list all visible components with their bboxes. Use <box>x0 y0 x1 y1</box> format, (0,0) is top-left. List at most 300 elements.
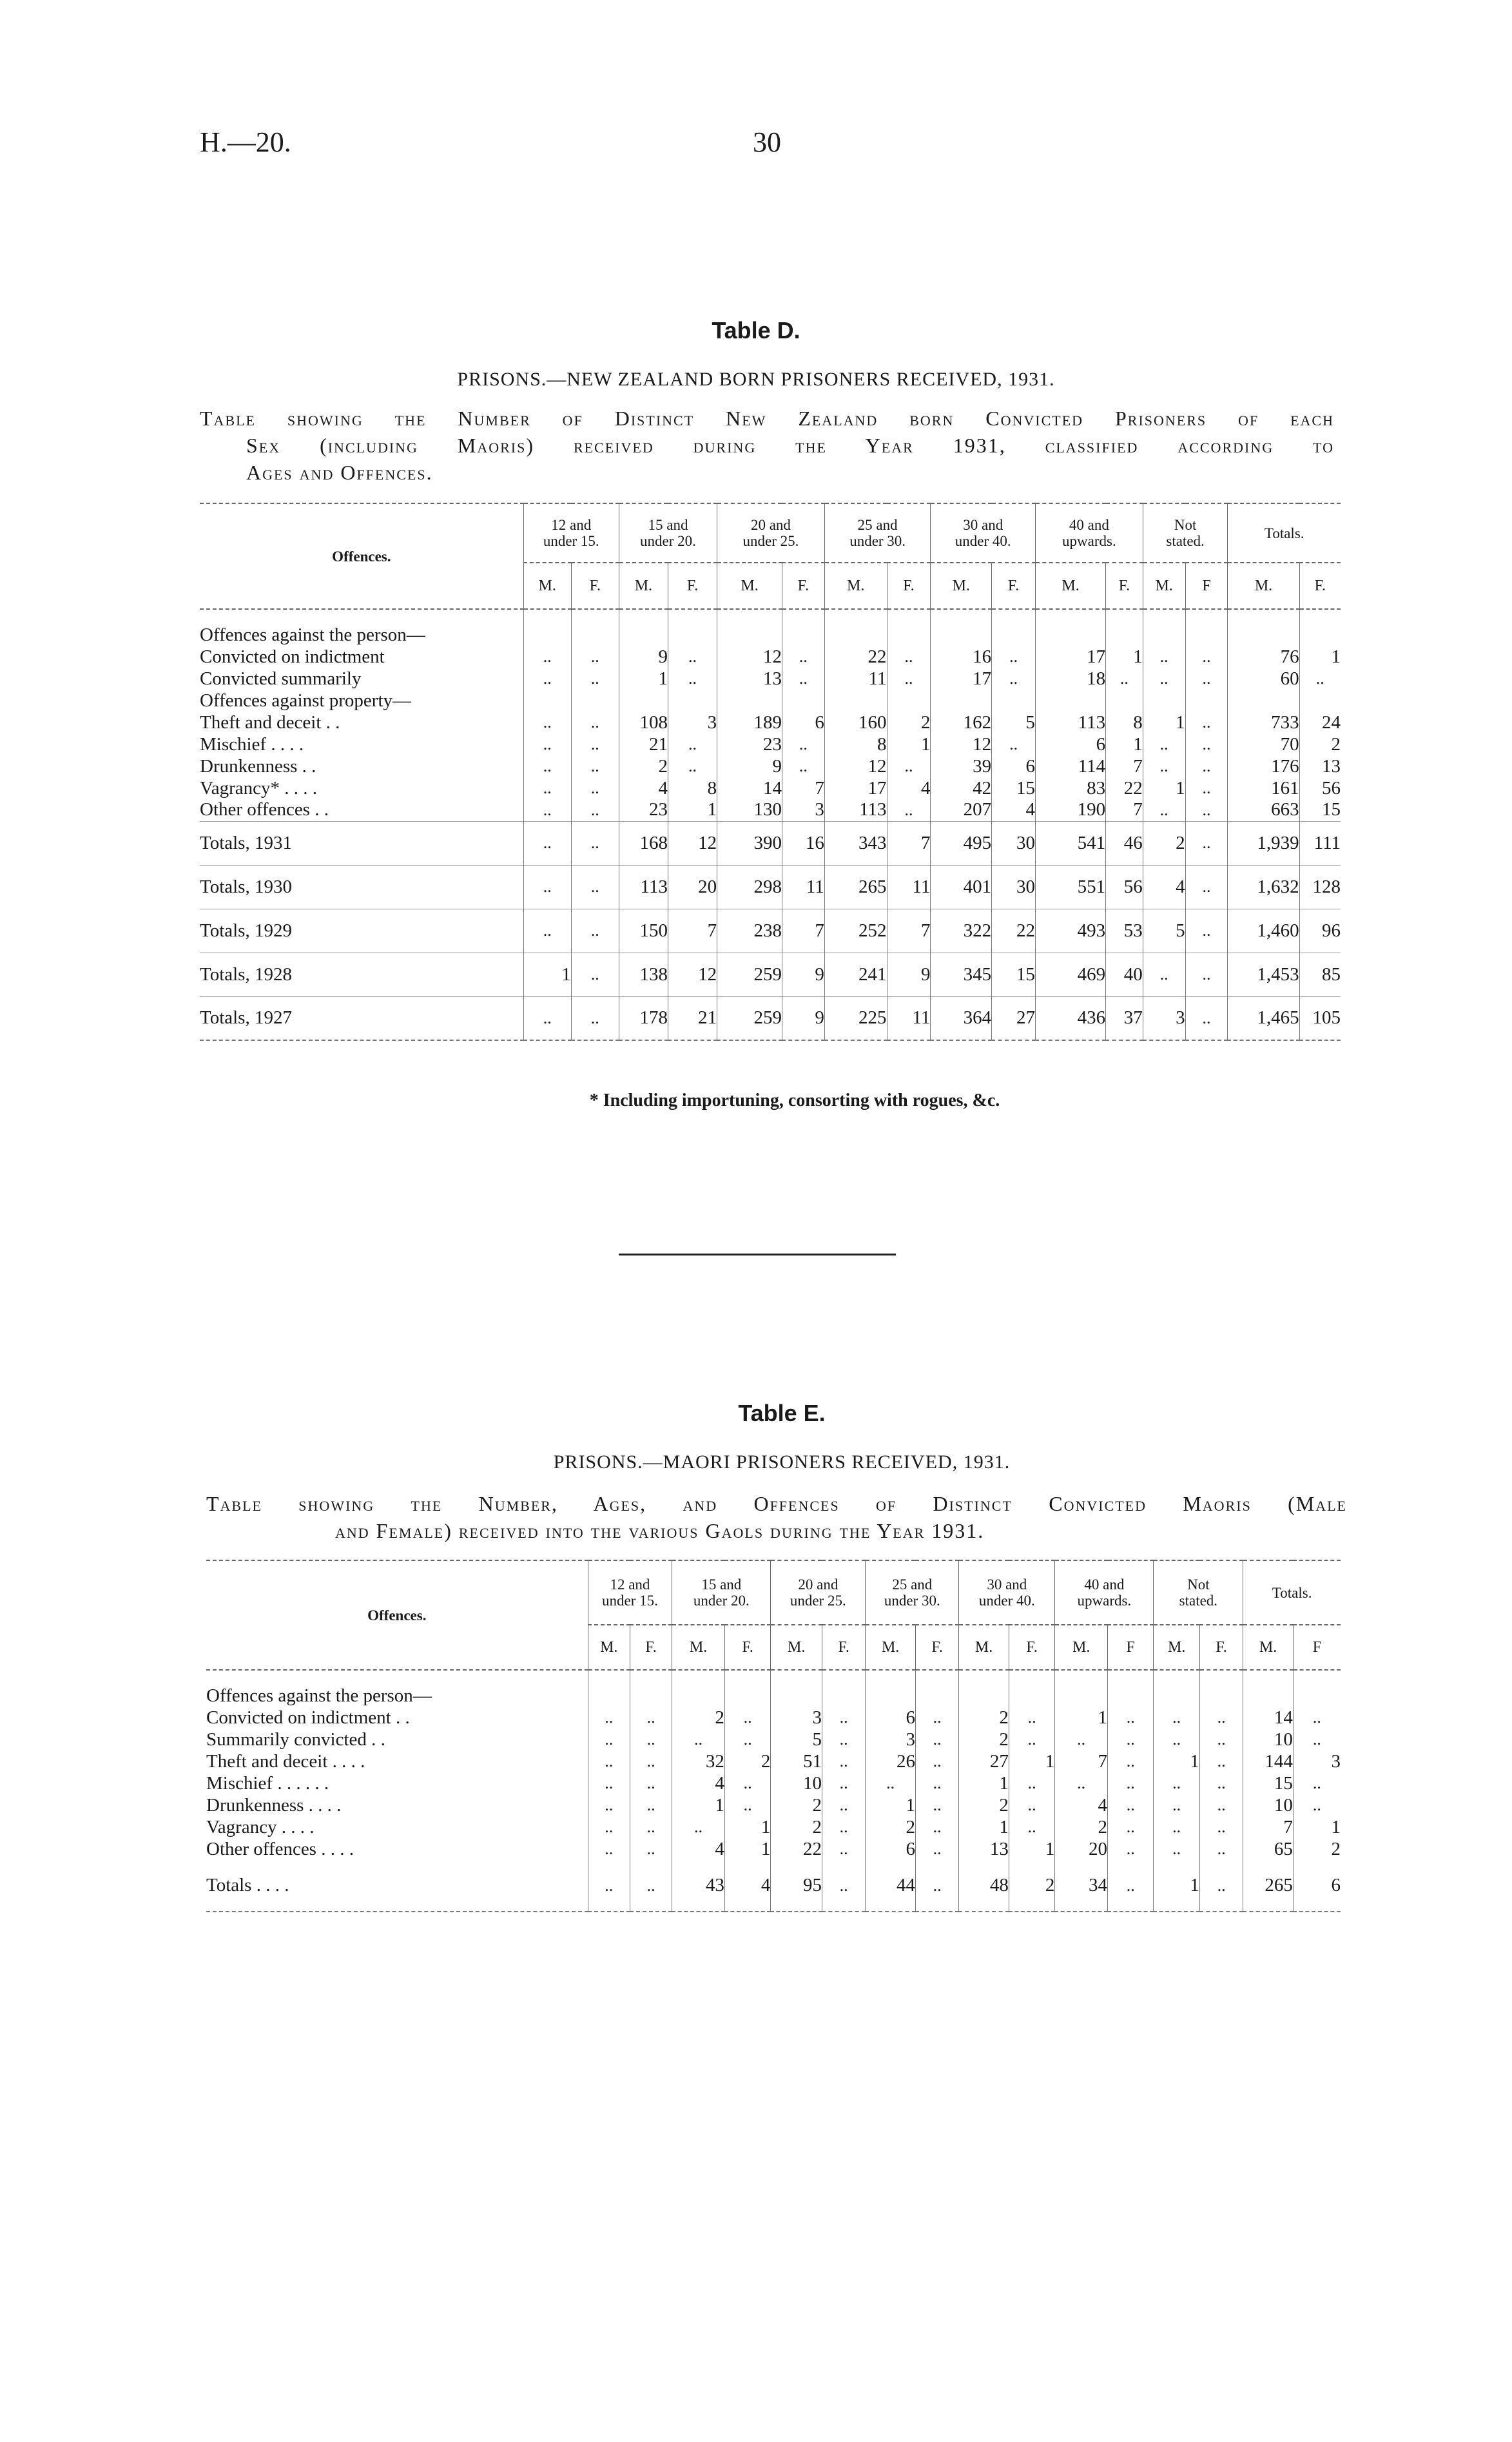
table-cell: .. <box>630 1772 672 1794</box>
table-d-name: Table D. <box>712 317 800 344</box>
table-cell: .. <box>668 755 717 777</box>
row-label: Convicted on indictment <box>200 646 385 667</box>
table-cell: .. <box>822 1707 865 1729</box>
col-group-header: 25 and under 30. <box>866 1560 959 1625</box>
table-cell: .. <box>915 1816 958 1838</box>
table-cell: 1 <box>1106 733 1143 755</box>
table-cell: 663 <box>1228 799 1299 821</box>
table-cell: 23 <box>717 733 782 755</box>
table-cell: 1 <box>1143 712 1185 733</box>
sex-subheader: M. <box>1036 563 1106 609</box>
table-cell: .. <box>1009 1816 1054 1838</box>
table-cell: 241 <box>824 953 887 996</box>
desc-line: Table showing the Number, Ages, and Offences of Distinct Convicted Maoris (Male <box>206 1492 1347 1515</box>
table-cell: .. <box>1009 1794 1054 1816</box>
table-cell: .. <box>571 865 619 909</box>
table-cell: 17 <box>931 668 992 690</box>
sex-subheader: F. <box>724 1625 770 1670</box>
table-row <box>206 1794 1341 1816</box>
table-cell <box>1108 1685 1154 1707</box>
sex-subheader: M. <box>619 563 668 609</box>
table-cell: 11 <box>887 865 931 909</box>
table-cell: 1 <box>1009 1750 1054 1772</box>
table-cell: 1 <box>959 1816 1009 1838</box>
table-cell: 1 <box>1009 1838 1054 1860</box>
table-cell: 65 <box>1243 1838 1294 1860</box>
table-row <box>206 1750 1341 1772</box>
table-cell: 17 <box>824 777 887 799</box>
table-cell: 20 <box>668 865 717 909</box>
table-cell: 30 <box>992 865 1036 909</box>
sex-subheader: F. <box>992 563 1036 609</box>
row-label: Offences against the person— <box>206 1685 432 1706</box>
col-group-header: Not stated. <box>1154 1560 1243 1625</box>
table-cell: 37 <box>1106 996 1143 1040</box>
table-cell: .. <box>1185 712 1228 733</box>
table-row <box>200 690 1341 712</box>
sex-subheader: F. <box>887 563 931 609</box>
table-cell: 1 <box>668 799 717 821</box>
table-row <box>200 865 1341 909</box>
table-cell <box>717 690 782 712</box>
table-cell <box>1106 624 1143 646</box>
table-cell: 2 <box>1299 733 1341 755</box>
table-cell: .. <box>523 821 571 865</box>
table-cell: 1 <box>1143 777 1185 799</box>
table-cell: .. <box>1185 821 1228 865</box>
table-cell: .. <box>724 1772 770 1794</box>
table-cell: 15 <box>1243 1772 1294 1794</box>
table-cell: .. <box>1154 1816 1199 1838</box>
table-cell: .. <box>915 1772 958 1794</box>
table-cell: 22 <box>771 1838 822 1860</box>
table-cell: 22 <box>824 646 887 668</box>
table-cell: 26 <box>866 1750 916 1772</box>
row-label: Totals, 1929 <box>200 920 292 941</box>
table-cell: 1 <box>1154 1860 1199 1912</box>
col-group-header: 30 and under 40. <box>931 503 1036 563</box>
table-d <box>200 503 1341 1041</box>
table-cell: 17 <box>1036 646 1106 668</box>
table-cell: 551 <box>1036 865 1106 909</box>
table-cell: 176 <box>1228 755 1299 777</box>
table-cell: .. <box>588 1816 630 1838</box>
table-cell: 1,465 <box>1228 996 1299 1040</box>
table-cell <box>1106 690 1143 712</box>
table-cell <box>1143 690 1185 712</box>
table-cell: 5 <box>1143 909 1185 953</box>
table-cell: .. <box>887 755 931 777</box>
table-cell: 2 <box>1009 1860 1054 1912</box>
table-cell <box>782 690 824 712</box>
table-cell <box>630 1685 672 1707</box>
table-cell: .. <box>630 1838 672 1860</box>
table-cell: .. <box>630 1860 672 1912</box>
table-row <box>206 1860 1341 1912</box>
row-label: Offences against property— <box>200 690 412 711</box>
table-cell: .. <box>588 1794 630 1816</box>
table-cell: .. <box>1293 1729 1341 1750</box>
table-cell: .. <box>915 1794 958 1816</box>
table-cell: 259 <box>717 953 782 996</box>
desc-line: Sex (including Maoris) received during the Year 1931, classified according to <box>246 434 1334 457</box>
table-cell: 2 <box>672 1707 725 1729</box>
table-cell: .. <box>1055 1729 1108 1750</box>
table-cell: 108 <box>619 712 668 733</box>
table-row <box>206 1729 1341 1750</box>
table-cell <box>588 1685 630 1707</box>
table-cell: .. <box>724 1707 770 1729</box>
table-cell: 469 <box>1036 953 1106 996</box>
table-cell <box>1185 624 1228 646</box>
table-cell: 160 <box>824 712 887 733</box>
table-d-subtitle: PRISONS.—NEW ZEALAND BORN PRISONERS RECEIVED, 1931. <box>457 369 1055 390</box>
table-cell: 42 <box>931 777 992 799</box>
col-group-header: 12 and under 15. <box>588 1560 672 1625</box>
table-cell: 96 <box>1299 909 1341 953</box>
row-label: Other offences . . <box>200 799 329 820</box>
sex-subheader: M. <box>1154 1625 1199 1670</box>
sex-subheader: M. <box>1243 1625 1294 1670</box>
table-cell: .. <box>1293 1772 1341 1794</box>
col-offences-header: Offences. <box>206 1560 588 1670</box>
table-cell: 15 <box>992 953 1036 996</box>
table-cell: 265 <box>1243 1860 1294 1912</box>
row-label: Drunkenness . . <box>200 755 316 777</box>
table-cell: .. <box>1108 1707 1154 1729</box>
table-cell: 46 <box>1106 821 1143 865</box>
table-cell: .. <box>1199 1729 1243 1750</box>
table-cell: .. <box>782 733 824 755</box>
table-row <box>200 909 1341 953</box>
table-cell: 9 <box>619 646 668 668</box>
table-cell <box>822 1685 865 1707</box>
table-cell: 16 <box>782 821 824 865</box>
col-group-header: 20 and under 25. <box>717 503 825 563</box>
table-cell: 128 <box>1299 865 1341 909</box>
table-cell: 3 <box>668 712 717 733</box>
table-cell: 7 <box>782 909 824 953</box>
table-cell: 13 <box>717 668 782 690</box>
table-cell: 85 <box>1299 953 1341 996</box>
table-cell: .. <box>571 821 619 865</box>
table-row <box>200 624 1341 646</box>
table-cell: .. <box>1143 733 1185 755</box>
sex-subheader: F. <box>782 563 824 609</box>
table-cell: .. <box>571 799 619 821</box>
table-cell: .. <box>630 1707 672 1729</box>
spacer-row <box>206 1670 1341 1685</box>
table-e-subtitle: PRISONS.—MAORI PRISONERS RECEIVED, 1931. <box>553 1451 1011 1473</box>
table-cell: 51 <box>771 1750 822 1772</box>
table-row <box>206 1707 1341 1729</box>
sex-subheader: M. <box>523 563 571 609</box>
table-cell <box>1299 624 1341 646</box>
table-cell: 43 <box>672 1860 725 1912</box>
sex-subheader: F. <box>571 563 619 609</box>
table-cell: .. <box>915 1750 958 1772</box>
table-cell: 1 <box>724 1838 770 1860</box>
table-cell: 8 <box>668 777 717 799</box>
table-cell: .. <box>523 668 571 690</box>
table-cell: .. <box>915 1838 958 1860</box>
table-cell: 3 <box>866 1729 916 1750</box>
table-e-description <box>206 1490 1347 1544</box>
desc-line: and Female) received into the various Gaols during the Year 1931. <box>335 1519 985 1542</box>
table-cell: .. <box>571 712 619 733</box>
table-cell: .. <box>1009 1729 1054 1750</box>
table-row <box>200 777 1341 799</box>
table-cell: .. <box>1299 668 1341 690</box>
col-group-header: 40 and upwards. <box>1055 1560 1154 1625</box>
table-cell: 9 <box>717 755 782 777</box>
table-cell: 2 <box>866 1816 916 1838</box>
table-cell: 21 <box>668 996 717 1040</box>
table-cell: 4 <box>992 799 1036 821</box>
table-cell: .. <box>822 1816 865 1838</box>
table-cell: .. <box>822 1860 865 1912</box>
table-cell: 1 <box>672 1794 725 1816</box>
table-cell: .. <box>1143 668 1185 690</box>
row-label: Totals, 1928 <box>200 964 292 985</box>
row-label: Other offences . . . . <box>206 1838 354 1859</box>
sex-subheader: F <box>1108 1625 1154 1670</box>
table-cell: 27 <box>992 996 1036 1040</box>
table-row <box>206 1816 1341 1838</box>
table-cell <box>992 690 1036 712</box>
table-cell: .. <box>1293 1794 1341 1816</box>
table-cell: .. <box>523 712 571 733</box>
table-cell: .. <box>887 668 931 690</box>
sex-subheader: M. <box>1143 563 1185 609</box>
table-cell: .. <box>1185 733 1228 755</box>
table-cell: .. <box>822 1772 865 1794</box>
row-label: Totals, 1927 <box>200 1007 292 1029</box>
table-cell: .. <box>915 1860 958 1912</box>
table-cell: 4 <box>672 1838 725 1860</box>
row-label: Convicted summarily <box>200 668 362 689</box>
table-cell: 207 <box>931 799 992 821</box>
table-cell: 401 <box>931 865 992 909</box>
table-e <box>206 1560 1341 1912</box>
table-cell: .. <box>1199 1838 1243 1860</box>
table-cell: 7 <box>1243 1816 1294 1838</box>
table-cell <box>668 690 717 712</box>
table-cell: 1 <box>1055 1707 1108 1729</box>
table-cell <box>1036 690 1106 712</box>
table-e-name: Table E. <box>738 1400 826 1426</box>
table-cell: 252 <box>824 909 887 953</box>
table-row <box>206 1772 1341 1794</box>
table-cell: 2 <box>959 1729 1009 1750</box>
table-cell: .. <box>1143 755 1185 777</box>
table-row <box>200 712 1341 733</box>
table-cell: 2 <box>1293 1838 1341 1860</box>
table-cell: 7 <box>887 821 931 865</box>
table-cell: .. <box>1143 953 1185 996</box>
table-cell: 6 <box>782 712 824 733</box>
sex-subheader: M. <box>672 1625 725 1670</box>
sex-subheader: M. <box>824 563 887 609</box>
table-cell: .. <box>630 1816 672 1838</box>
table-cell: 5 <box>992 712 1036 733</box>
table-cell: 1 <box>887 733 931 755</box>
table-cell: .. <box>1009 1707 1054 1729</box>
table-cell: 30 <box>992 821 1036 865</box>
table-cell: 1 <box>619 668 668 690</box>
table-cell: 1 <box>866 1794 916 1816</box>
table-cell: .. <box>523 777 571 799</box>
table-cell: 161 <box>1228 777 1299 799</box>
table-cell: .. <box>1185 668 1228 690</box>
table-cell: 4 <box>1055 1794 1108 1816</box>
table-cell: 1 <box>724 1816 770 1838</box>
table-row <box>200 646 1341 668</box>
table-row <box>206 1685 1341 1707</box>
table-cell: .. <box>571 668 619 690</box>
table-cell: 27 <box>959 1750 1009 1772</box>
table-cell <box>1293 1685 1341 1707</box>
table-cell: .. <box>1055 1772 1108 1794</box>
table-cell: 4 <box>672 1772 725 1794</box>
document-code: H.—20. <box>200 126 291 158</box>
table-cell: .. <box>992 646 1036 668</box>
table-cell: 345 <box>931 953 992 996</box>
table-cell: 39 <box>931 755 992 777</box>
table-d-description <box>200 405 1334 486</box>
table-cell: .. <box>668 733 717 755</box>
table-cell: 7 <box>1106 799 1143 821</box>
table-cell: 9 <box>782 953 824 996</box>
table-cell: .. <box>915 1729 958 1750</box>
table-cell <box>1009 1685 1054 1707</box>
table-cell <box>717 624 782 646</box>
table-cell: 7 <box>782 777 824 799</box>
sex-subheader: F. <box>668 563 717 609</box>
col-group-header: 12 and under 15. <box>523 503 619 563</box>
sex-subheader: F <box>1185 563 1228 609</box>
table-cell: 113 <box>619 865 668 909</box>
table-cell: .. <box>588 1860 630 1912</box>
table-cell: 15 <box>1299 799 1341 821</box>
table-cell: .. <box>1108 1772 1154 1794</box>
table-cell <box>866 1685 916 1707</box>
sex-subheader: M. <box>1228 563 1299 609</box>
table-cell: .. <box>571 909 619 953</box>
table-cell: 11 <box>887 996 931 1040</box>
table-cell <box>887 690 931 712</box>
table-cell: 22 <box>992 909 1036 953</box>
table-cell: 2 <box>959 1794 1009 1816</box>
table-cell: 11 <box>782 865 824 909</box>
table-cell: 9 <box>782 996 824 1040</box>
table-cell: 113 <box>824 799 887 821</box>
row-label: Theft and deceit . . <box>200 712 340 733</box>
table-cell: 6 <box>1293 1860 1341 1912</box>
table-cell <box>915 1685 958 1707</box>
table-cell <box>959 1685 1009 1707</box>
table-cell <box>1185 690 1228 712</box>
row-label: Theft and deceit . . . . <box>206 1750 365 1772</box>
table-cell: .. <box>915 1707 958 1729</box>
table-cell: 190 <box>1036 799 1106 821</box>
table-cell: .. <box>571 777 619 799</box>
table-cell: 8 <box>1106 712 1143 733</box>
col-group-header: 15 and under 20. <box>672 1560 771 1625</box>
table-cell: 168 <box>619 821 668 865</box>
row-label: Convicted on indictment . . <box>206 1707 410 1728</box>
table-cell <box>992 624 1036 646</box>
table-cell: .. <box>1108 1816 1154 1838</box>
table-cell <box>782 624 824 646</box>
table-cell: 150 <box>619 909 668 953</box>
table-cell <box>1199 1685 1243 1707</box>
table-cell: 138 <box>619 953 668 996</box>
table-cell: 4 <box>887 777 931 799</box>
table-cell: 1 <box>523 953 571 996</box>
table-cell: .. <box>1185 953 1228 996</box>
table-cell: .. <box>822 1729 865 1750</box>
desc-line: Ages and Offences. <box>246 461 433 484</box>
table-cell <box>1228 624 1299 646</box>
table-cell: .. <box>866 1772 916 1794</box>
table-cell: .. <box>1199 1794 1243 1816</box>
table-cell: 2 <box>771 1794 822 1816</box>
table-cell: 14 <box>1243 1707 1294 1729</box>
col-offences-header: Offences. <box>200 503 523 609</box>
table-cell: 34 <box>1055 1860 1108 1912</box>
sex-subheader: M. <box>959 1625 1009 1670</box>
table-cell: 7 <box>1106 755 1143 777</box>
table-cell: 1,460 <box>1228 909 1299 953</box>
table-cell: 6 <box>1036 733 1106 755</box>
row-label: Vagrancy* . . . . <box>200 777 318 799</box>
table-cell: 436 <box>1036 996 1106 1040</box>
section-divider <box>619 1254 896 1255</box>
table-cell: .. <box>1185 755 1228 777</box>
row-label: Offences against the person— <box>200 624 425 645</box>
table-cell <box>931 690 992 712</box>
table-cell: .. <box>887 646 931 668</box>
table-cell: .. <box>1108 1750 1154 1772</box>
table-cell: .. <box>1199 1860 1243 1912</box>
table-cell: 21 <box>619 733 668 755</box>
table-cell: 144 <box>1243 1750 1294 1772</box>
table-cell: .. <box>782 668 824 690</box>
table-cell: .. <box>523 996 571 1040</box>
table-cell: 12 <box>668 821 717 865</box>
table-cell: 5 <box>771 1729 822 1750</box>
table-cell: .. <box>1108 1729 1154 1750</box>
row-label: Drunkenness . . . . <box>206 1794 342 1816</box>
table-cell: 15 <box>992 777 1036 799</box>
table-cell: .. <box>630 1750 672 1772</box>
sex-subheader: F <box>1293 1625 1341 1670</box>
sex-subheader: F. <box>1299 563 1341 609</box>
table-cell: .. <box>1199 1750 1243 1772</box>
table-cell: 13 <box>959 1838 1009 1860</box>
table-cell: .. <box>571 953 619 996</box>
table-cell: .. <box>1108 1794 1154 1816</box>
table-cell: 13 <box>1299 755 1341 777</box>
table-cell: 364 <box>931 996 992 1040</box>
col-group-header: 20 and under 25. <box>771 1560 866 1625</box>
table-cell: .. <box>1143 799 1185 821</box>
table-cell: .. <box>1143 646 1185 668</box>
table-cell: .. <box>724 1729 770 1750</box>
table-cell: 20 <box>1055 1838 1108 1860</box>
desc-line: Table showing the Number of Distinct New Zealand born Convicted Prisoners of each <box>200 407 1334 430</box>
